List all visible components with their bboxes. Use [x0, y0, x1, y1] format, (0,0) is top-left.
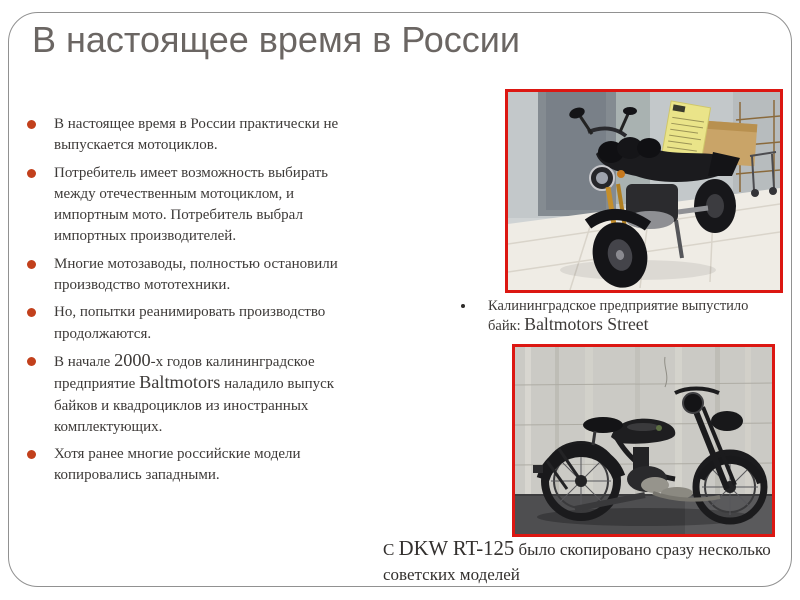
photo-dkw-rt125	[512, 344, 775, 537]
bullet-item: Но, попытки реанимировать производство продолжаются.	[22, 302, 359, 345]
bullet-item: Потребитель имеет возможность выбирать между отечественным мотоциклом, и импортным мото. Потребитель выбрал импортных производителей.	[22, 163, 359, 248]
slide-title: В настоящее время в России	[32, 19, 520, 60]
bullet-item: Хотя ранее многие российские модели копировались западными.	[22, 444, 359, 487]
caption-bullet-dot	[461, 304, 465, 308]
caption-dkw-text: С DKW RT-125 было скопировано сразу несколько советских моделей	[383, 538, 771, 584]
bullet-item: Многие мотозаводы, полностью остановили производство мототехники.	[22, 254, 359, 297]
bullet-list	[22, 114, 359, 493]
caption-baltmotors	[452, 297, 752, 336]
caption-baltmotors-text: Калининградское предприятие выпустило байк: Baltmotors Street	[488, 298, 749, 334]
photo-baltmotors-street	[505, 89, 783, 293]
dkw-rt125-illustration	[515, 347, 772, 534]
bullet-item: В настоящее время в России практически не выпускается мотоциклов.	[22, 114, 359, 157]
bullet-item: В начале 2000-х годов калининградское предприятие Baltmotors наладило выпуск байков и квадроциклов из иностранных комплектующих.	[22, 351, 359, 438]
caption-dkw	[383, 538, 773, 587]
baltmotors-showroom-illustration	[508, 92, 780, 290]
